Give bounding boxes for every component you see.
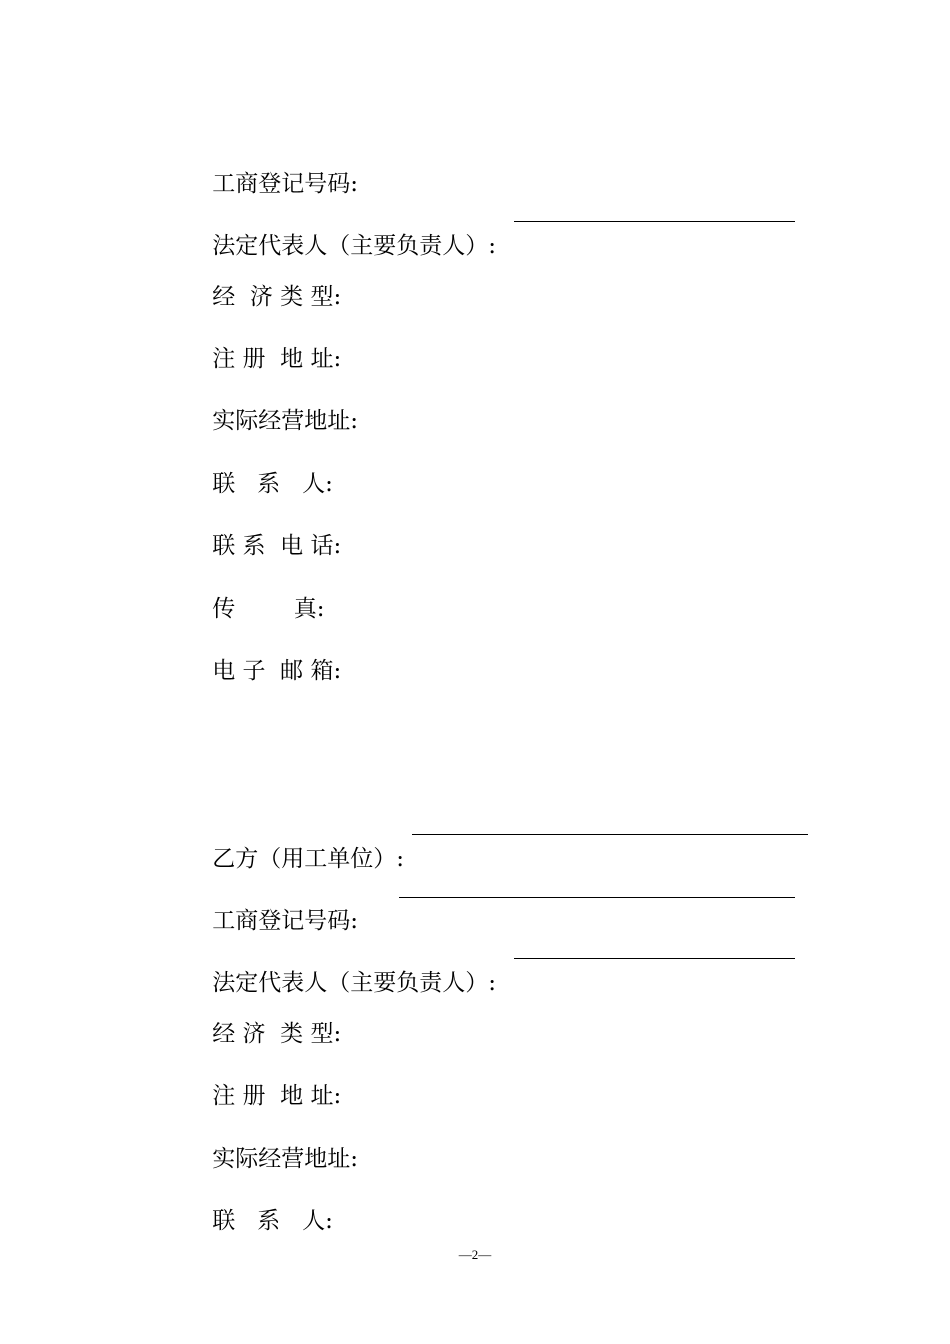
party-a-registered-address-label: 注 册 地 址: bbox=[212, 346, 342, 372]
party-b-economic-type-row bbox=[183, 983, 342, 1047]
party-a-legal-rep-row bbox=[183, 195, 496, 259]
party-a-contact-person-row bbox=[183, 433, 333, 497]
party-a-fax-label: 传 真: bbox=[212, 596, 325, 622]
party-a-contact-phone-row bbox=[183, 495, 342, 559]
party-b-registration-number-row bbox=[183, 870, 358, 934]
party-a-contact-phone-label: 联 系 电 话: bbox=[212, 533, 342, 559]
party-a-business-address-row bbox=[183, 370, 358, 434]
party-b-contact-person-label: 联 系 人: bbox=[212, 1208, 333, 1234]
party-a-economic-type-row bbox=[183, 246, 342, 310]
party-b-registered-address-row bbox=[183, 1045, 342, 1109]
party-a-email-label: 电 子 邮 箱: bbox=[212, 658, 342, 684]
party-b-contact-person-row bbox=[183, 1170, 333, 1234]
party-b-economic-type-label: 经 济 类 型: bbox=[212, 1021, 342, 1047]
party-b-employer-row bbox=[183, 808, 404, 872]
party-a-legal-rep-label: 法定代表人（主要负责人）: bbox=[212, 233, 496, 259]
party-b-registration-number-label: 工商登记号码: bbox=[212, 908, 358, 934]
party-b-legal-rep-row bbox=[183, 932, 496, 996]
page-number: —2— bbox=[458, 1247, 492, 1262]
party-a-registered-address-row bbox=[183, 308, 342, 372]
party-b-business-address-row bbox=[183, 1108, 358, 1172]
party-a-contact-person-label: 联 系 人: bbox=[212, 471, 333, 497]
party-a-registration-number-label: 工商登记号码: bbox=[212, 171, 358, 197]
party-b-legal-rep-blank[interactable] bbox=[514, 958, 795, 959]
party-b-employer-blank[interactable] bbox=[412, 834, 808, 835]
party-a-email-row bbox=[183, 620, 342, 684]
party-b-legal-rep-label: 法定代表人（主要负责人）: bbox=[212, 970, 496, 996]
party-a-legal-rep-blank[interactable] bbox=[514, 221, 795, 222]
party-b-business-address-label: 实际经营地址: bbox=[212, 1146, 358, 1172]
party-b-employer-label: 乙方（用工单位）: bbox=[212, 846, 404, 872]
party-a-economic-type-label: 经 济 类 型: bbox=[212, 284, 342, 310]
party-b-registration-number-blank[interactable] bbox=[399, 897, 795, 898]
party-a-fax-row bbox=[183, 558, 325, 622]
party-b-registered-address-label: 注 册 地 址: bbox=[212, 1083, 342, 1109]
party-a-business-address-label: 实际经营地址: bbox=[212, 408, 358, 434]
party-a-registration-number-row bbox=[183, 133, 358, 197]
